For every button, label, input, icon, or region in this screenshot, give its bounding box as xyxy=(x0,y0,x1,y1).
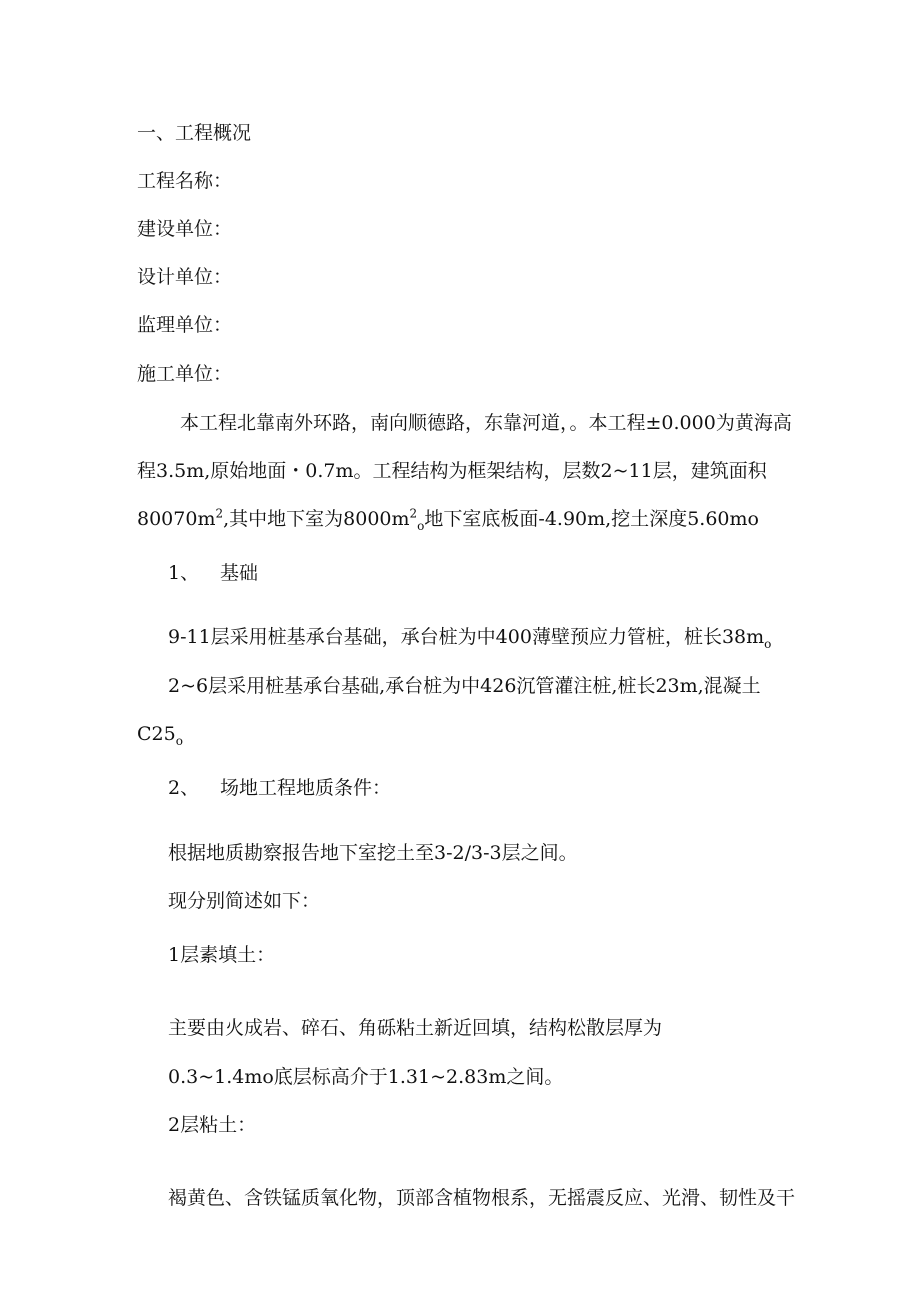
project-name-label: 工程名称： xyxy=(137,170,233,192)
foundation-text: C25 xyxy=(137,723,176,745)
layer-heading: 1层素填土： xyxy=(168,944,276,966)
geology-line: 现分别简述如下： xyxy=(168,890,321,912)
layer-description: 0.3~1.4mo底层标高介于1.31~2.83m之间。 xyxy=(168,1066,564,1088)
foundation-line: 2~6层采用桩基承台基础,承台桩为中426沉管灌注桩,桩长23m,混凝土 xyxy=(168,675,761,697)
subscript: o xyxy=(417,518,425,533)
superscript: 2 xyxy=(215,506,224,521)
supervisor-label: 监理单位： xyxy=(137,314,233,336)
layer-heading: 2层粘土： xyxy=(168,1114,257,1136)
overview-paragraph-line: 程3.5m,原始地面・0.7m。工程结构为框架结构，层数2~11层，建筑面积 xyxy=(137,460,767,482)
foundation-line xyxy=(168,624,771,650)
layer-description: 褐黄色、含铁锰质氧化物，顶部含植物根系，无摇震反应、光滑、韧性及干 xyxy=(168,1187,796,1209)
foundation-line xyxy=(137,721,183,747)
overview-text: 80070m xyxy=(137,508,216,530)
designer-label: 设计单位： xyxy=(137,266,233,288)
heading-geology xyxy=(168,775,391,801)
subscript: o xyxy=(764,636,772,651)
superscript: 2 xyxy=(409,506,418,521)
builder-label: 建设单位： xyxy=(137,218,233,240)
contractor-label: 施工单位： xyxy=(137,363,233,385)
heading-title: 基础 xyxy=(220,562,259,584)
overview-paragraph-line xyxy=(137,506,759,532)
heading-title: 场地工程地质条件： xyxy=(220,777,392,799)
overview-text: ,其中地下室为8000m xyxy=(223,508,410,530)
overview-paragraph-line: 本工程北靠南外环路，南向顺德路，东靠河道，。本工程±0.000为黄海高 xyxy=(180,412,792,434)
foundation-text: 9-11层采用桩基承台基础，承台桩为中400薄壁预应力管桩，桩长38m xyxy=(168,626,765,648)
heading-foundation xyxy=(168,560,258,586)
heading-number: 1、 xyxy=(168,562,200,584)
heading-number: 2、 xyxy=(168,777,200,799)
subscript: o xyxy=(175,733,183,748)
layer-description: 主要由火成岩、碎石、角砾粘土新近回填，结构松散层厚为 xyxy=(168,1017,663,1039)
geology-line: 根据地质勘察报告地下室挖土至3-2/3-3层之间。 xyxy=(168,842,578,864)
section-title: 一、工程概况 xyxy=(137,122,252,144)
overview-text: 地下室底板面-4.90m,挖土深度5.60mo xyxy=(424,508,759,530)
